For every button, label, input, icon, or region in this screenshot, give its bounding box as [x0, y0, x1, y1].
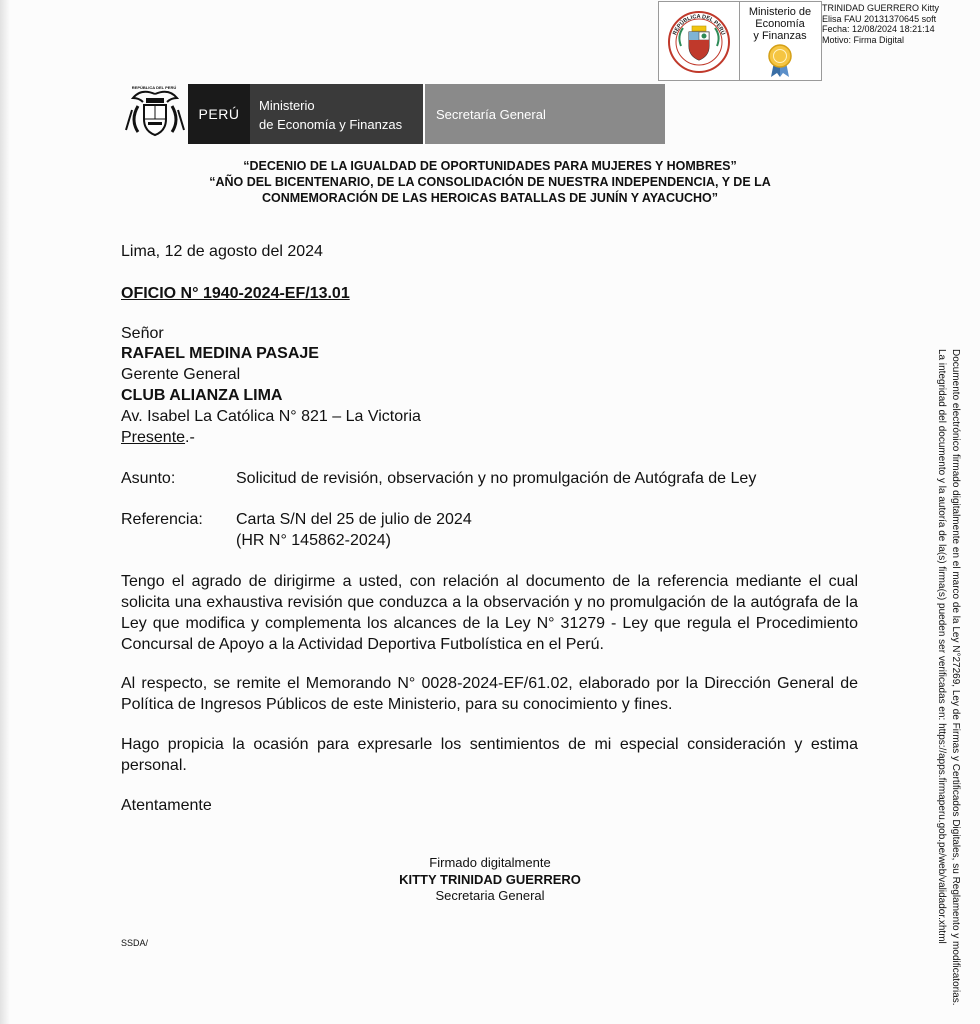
- letter-date: Lima, 12 de agosto del 2024: [121, 243, 323, 260]
- referencia-label: Referencia:: [121, 511, 203, 528]
- signature-note: Firmado digitalmente: [429, 855, 551, 870]
- ministry-line-1: Ministerio: [259, 98, 315, 113]
- peru-seal: [659, 2, 740, 80]
- ministry-band: [250, 84, 423, 144]
- stamp-ministry: [741, 6, 819, 42]
- signature-info-line: Motivo: Firma Digital: [822, 34, 905, 45]
- recipient-address: Av. Isabel La Católica N° 821 – La Victoria: [121, 408, 421, 425]
- body-paragraph: Al respecto, se remite el Memorando N° 0028-2024-EF/61.02, elaborado por la Dirección General de Política de Ingresos Públicos de este Ministerio, para su conocimiento y fines.: [121, 675, 858, 713]
- medal-icon: [766, 44, 794, 78]
- stamp-ministry-line: Ministerio de: [748, 6, 812, 18]
- signature-info: [822, 3, 972, 45]
- salutation: Señor: [121, 325, 164, 342]
- recipient-name: RAFAEL MEDINA PASAJE: [121, 345, 319, 362]
- office-label: Secretaría General: [436, 107, 546, 122]
- body-paragraph: Tengo el agrado de dirigirme a usted, con relación al documento de la referencia mediante el cual solicita una exhaustiva revisión que conduzca a la observación y no promulgación de la autógrafa de la Ley que modifica y complementa los alcances de la Ley N° 31279 - Ley que regula el Procedimiento Concursal de Apoyo a la Actividad Deportiva Futbolística en el Perú.: [121, 573, 858, 653]
- side-note-line: La integridad del documento y la autoría de la(s) firma(s) pueden ser verificadas en: https://apps.firmaperu.gob.pe/web/validador.xhtml: [936, 349, 947, 944]
- drafter-initials: SSDA/: [121, 938, 149, 948]
- signature-info-line: Elisa FAU 20131370645 soft: [822, 13, 937, 24]
- svg-text:REPÚBLICA DEL PERÚ: [672, 14, 727, 36]
- decenio-line: CONMEMORACIÓN DE LAS HEROICAS BATALLAS DE JUNÍN Y AYACUCHO”: [261, 191, 719, 205]
- referencia-line-1: Carta S/N del 25 de julio de 2024: [236, 511, 472, 528]
- ministry-line-2: de Economía y Finanzas: [259, 117, 403, 132]
- signer-name: KITTY TRINIDAD GUERRERO: [399, 871, 581, 887]
- verification-side-note: [922, 349, 962, 1006]
- stamp-ministry-line: Economía: [755, 18, 805, 30]
- asunto-text: Solicitud de revisión, observación y no promulgación de Autógrafa de Ley: [236, 470, 757, 487]
- signature-info-line: TRINIDAD GUERRERO Kitty: [822, 3, 940, 13]
- country-band: [188, 84, 250, 144]
- crest-caption: REPÚBLICA DEL PERÚ: [131, 85, 177, 90]
- decenio-line: “DECENIO DE LA IGUALDAD DE OPORTUNIDADES PARA MUJERES Y HOMBRES”: [243, 159, 737, 173]
- presente-word: Presente: [121, 429, 186, 446]
- recipient-title: Gerente General: [121, 366, 241, 383]
- seal-text: REPÚBLICA DEL PERÚ: [672, 13, 726, 36]
- body-paragraph: Hago propicia la ocasión para expresarle los sentimientos de mi especial consideración y estima personal.: [121, 736, 858, 774]
- national-shield-icon: [124, 86, 186, 144]
- referencia-line-2: (HR N° 145862-2024): [236, 532, 391, 549]
- office-band: [425, 84, 665, 144]
- country-label: PERÚ: [198, 106, 240, 122]
- recipient-organization: CLUB ALIANZA LIMA: [121, 387, 283, 404]
- closing: Atentamente: [121, 797, 212, 814]
- oficio-number: OFICIO N° 1940-2024-EF/13.01: [121, 285, 350, 302]
- presente-suffix: .-: [185, 429, 195, 446]
- presente-line: [121, 427, 195, 448]
- signer-title: Secretaria General: [435, 888, 545, 903]
- stamp-ministry-line: y Finanzas: [753, 30, 807, 42]
- asunto-label: Asunto:: [121, 470, 176, 487]
- digital-signature-stamp: [658, 1, 822, 81]
- page-edge-shadow: [0, 0, 10, 1024]
- decenio-line: “AÑO DEL BICENTENARIO, DE LA CONSOLIDACIÓN DE NUESTRA INDEPENDENCIA, Y DE LA: [209, 175, 771, 189]
- side-note-line: Documento electrónico firmado digitalmente en el marco de la Ley N°27269, Ley de Firmas y Certificados Digitales, su Reglamento y modificatorias.: [950, 349, 961, 1006]
- decenio-banner: [150, 158, 830, 206]
- signature-info-line: Fecha: 12/08/2024 18:21:14: [822, 24, 935, 34]
- signature-block: [340, 855, 640, 905]
